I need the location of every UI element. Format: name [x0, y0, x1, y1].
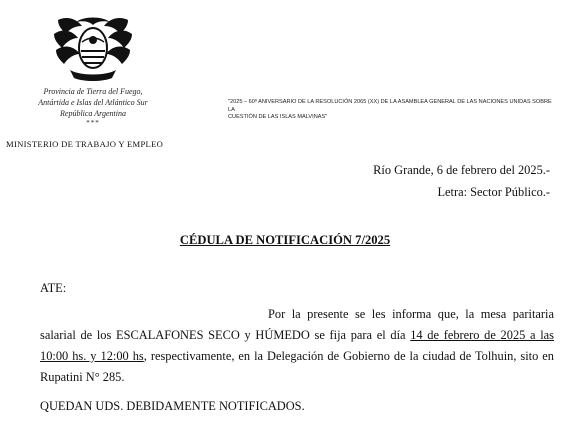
meeting-date-time: 14 de febrero de 2025 a las 10:00 hs. y 12:00 hs	[40, 328, 554, 363]
letra-line: Letra: Sector Público.-	[437, 185, 550, 199]
country-line: República Argentina	[60, 109, 126, 118]
body-text-part2: , respectivamente, en la Delegación de Gobierno de la ciudad de Tolhuin, sito en Rupatini N° 285.	[40, 349, 554, 384]
territory-line: Antártida e Islas del Atlántico Sur	[38, 98, 148, 107]
anniversary-banner	[228, 99, 560, 122]
coat-of-arms-icon	[52, 12, 134, 84]
anniversary-line-1: "2025 – 60º ANIVERSARIO DE LA RESOLUCIÓN 2065 (XX) DE LA ASAMBLEA GENERAL DE LAS NACIONES UNIDAS SOBRE LA	[228, 99, 552, 113]
stars-divider: ***	[86, 119, 100, 127]
government-heading	[18, 86, 168, 127]
notification-body	[40, 304, 554, 388]
ministry-name: MINISTERIO DE TRABAJO Y EMPLEO	[6, 139, 164, 149]
anniversary-line-2: CUESTIÓN DE LAS ISLAS MALVINAS"	[228, 114, 328, 120]
body-text-part1: Por la presente se les informa que, la mesa paritaria salarial de los ESCALAFONES SECO y HÚMEDO se fija para el día	[40, 307, 554, 342]
closing-statement: QUEDAN UDS. DEBIDAMENTE NOTIFICADOS.	[40, 399, 305, 413]
province-line: Provincia de Tierra del Fuego,	[43, 87, 143, 96]
document-title: CÉDULA DE NOTIFICACIÓN 7/2025	[179, 233, 391, 247]
date-line: Río Grande, 6 de febrero del 2025.-	[373, 163, 550, 177]
addressee: ATE:	[40, 281, 67, 295]
